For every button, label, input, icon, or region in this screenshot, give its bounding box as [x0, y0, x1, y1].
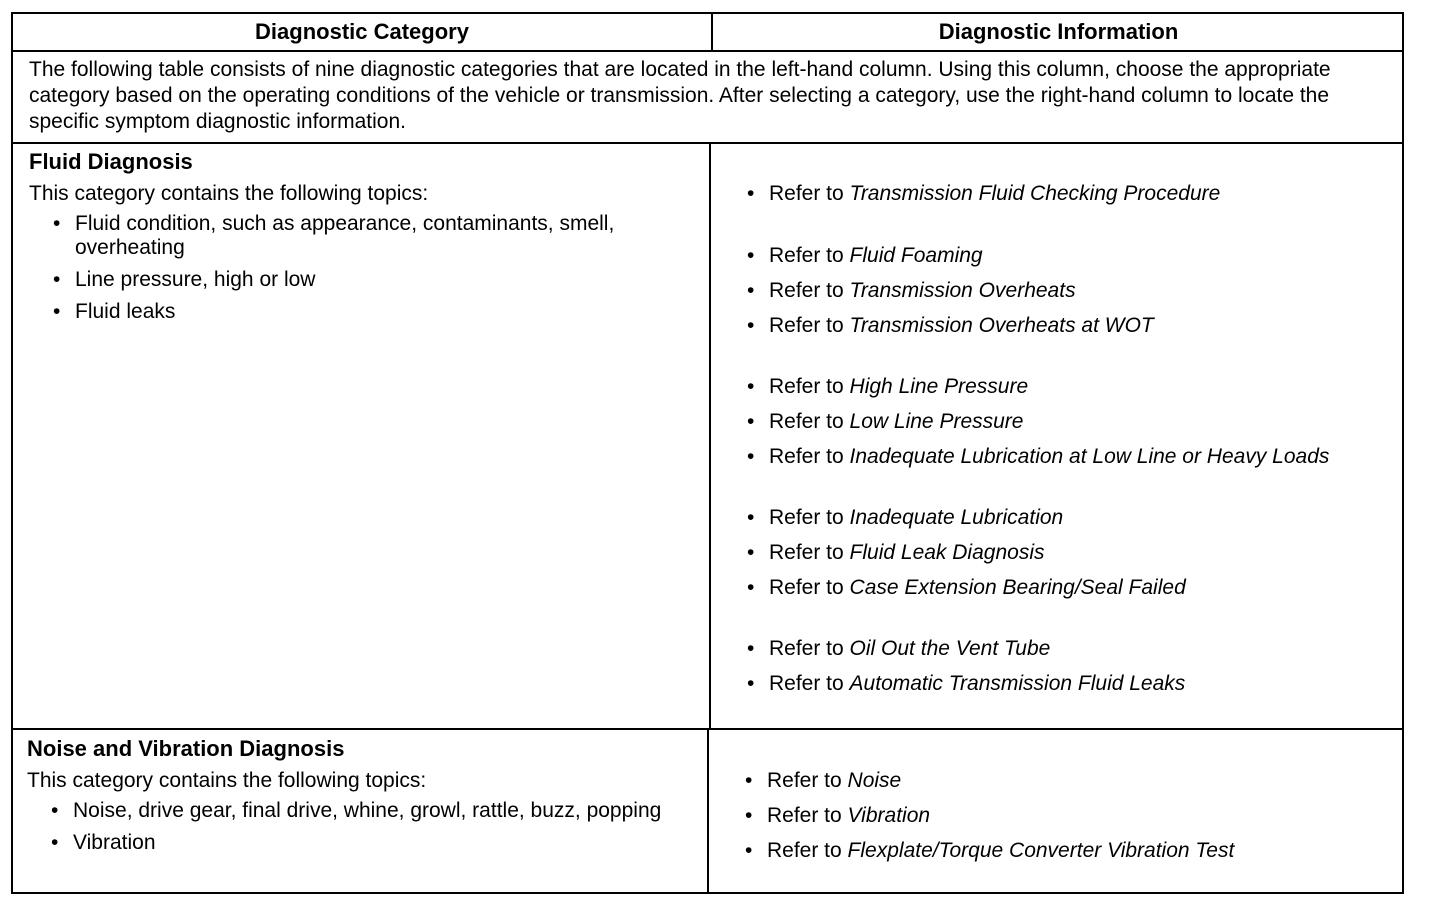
header-divider: [711, 14, 713, 50]
reference-item: • Refer to Low Line Pressure: [747, 409, 1384, 435]
reference-link[interactable]: High Line Pressure: [849, 375, 1029, 398]
header-diagnostic-information: Diagnostic Information: [938, 19, 1179, 44]
reference-link[interactable]: Fluid Foaming: [849, 244, 983, 267]
reference-item: • Refer to High Line Pressure: [747, 374, 1384, 400]
reference-link[interactable]: Inadequate Lubrication: [849, 506, 1064, 529]
reference-item: • Refer to Inadequate Lubrication at Low Line or Heavy Loads: [747, 444, 1384, 470]
topic-item: • Fluid leaks: [53, 300, 699, 324]
topic-list: [27, 799, 697, 855]
reference-item: • Refer to Inadequate Lubrication: [747, 505, 1384, 531]
reference-item: • Refer to Noise: [745, 768, 1384, 794]
fluid-diagnosis-category: [29, 148, 699, 728]
noise-vibration-information: [709, 730, 1404, 892]
reference-item: • Refer to Flexplate/Torque Converter Vibration Test: [745, 838, 1384, 864]
reference-link[interactable]: Case Extension Bearing/Seal Failed: [849, 576, 1186, 599]
topic-item: • Fluid condition, such as appearance, contaminants, smell, overheating: [53, 212, 699, 260]
noise-vibration-category: [27, 735, 697, 890]
reference-link[interactable]: Inadequate Lubrication at Low Line or Heavy Loads: [849, 445, 1330, 468]
reference-item: • Refer to Oil Out the Vent Tube: [747, 636, 1384, 662]
reference-link[interactable]: Transmission Fluid Checking Procedure: [849, 182, 1221, 205]
fluid-diagnosis-information: [711, 144, 1404, 728]
reference-item: • Refer to Transmission Overheats at WOT: [747, 313, 1384, 339]
section-title: Noise and Vibration Diagnosis: [27, 736, 345, 761]
topic-item: • Line pressure, high or low: [53, 268, 699, 292]
topic-item: • Noise, drive gear, final drive, whine, growl, rattle, buzz, popping: [51, 799, 697, 823]
reference-link[interactable]: Vibration: [847, 804, 931, 827]
reference-link[interactable]: Low Line Pressure: [849, 410, 1024, 433]
reference-item: • Refer to Transmission Fluid Checking Procedure: [747, 181, 1384, 207]
diagnostic-table: [11, 12, 1404, 894]
reference-item: • Refer to Fluid Leak Diagnosis: [747, 540, 1384, 566]
reference-item: • Refer to Transmission Overheats: [747, 278, 1384, 304]
section-title: Fluid Diagnosis: [29, 149, 193, 174]
section-intro: This category contains the following topics:: [27, 769, 427, 792]
reference-link[interactable]: Noise: [847, 769, 902, 792]
reference-item: • Refer to Vibration: [745, 803, 1384, 829]
topic-item: • Vibration: [51, 831, 697, 855]
reference-item: • Refer to Automatic Transmission Fluid Leaks: [747, 671, 1384, 697]
reference-link[interactable]: Transmission Overheats at WOT: [849, 314, 1154, 337]
reference-item: • Refer to Case Extension Bearing/Seal Failed: [747, 575, 1384, 601]
reference-link[interactable]: Fluid Leak Diagnosis: [849, 541, 1045, 564]
header-diagnostic-category: Diagnostic Category: [255, 19, 469, 44]
reference-link[interactable]: Flexplate/Torque Converter Vibration Test: [847, 839, 1235, 862]
reference-link[interactable]: Transmission Overheats: [849, 279, 1076, 302]
topic-list: [29, 212, 699, 324]
reference-link[interactable]: Automatic Transmission Fluid Leaks: [849, 672, 1186, 695]
table-intro: The following table consists of nine diagnostic categories that are located in the left-hand column. Using this column, choose the appropriate category based on the operating conditions of the vehicle or transmission. After selecting a category, use the right-hand column to locate the specific symptom diagnostic information.: [29, 58, 1331, 133]
section-intro: This category contains the following topics:: [29, 182, 429, 205]
reference-item: • Refer to Fluid Foaming: [747, 243, 1384, 269]
reference-link[interactable]: Oil Out the Vent Tube: [849, 637, 1051, 660]
